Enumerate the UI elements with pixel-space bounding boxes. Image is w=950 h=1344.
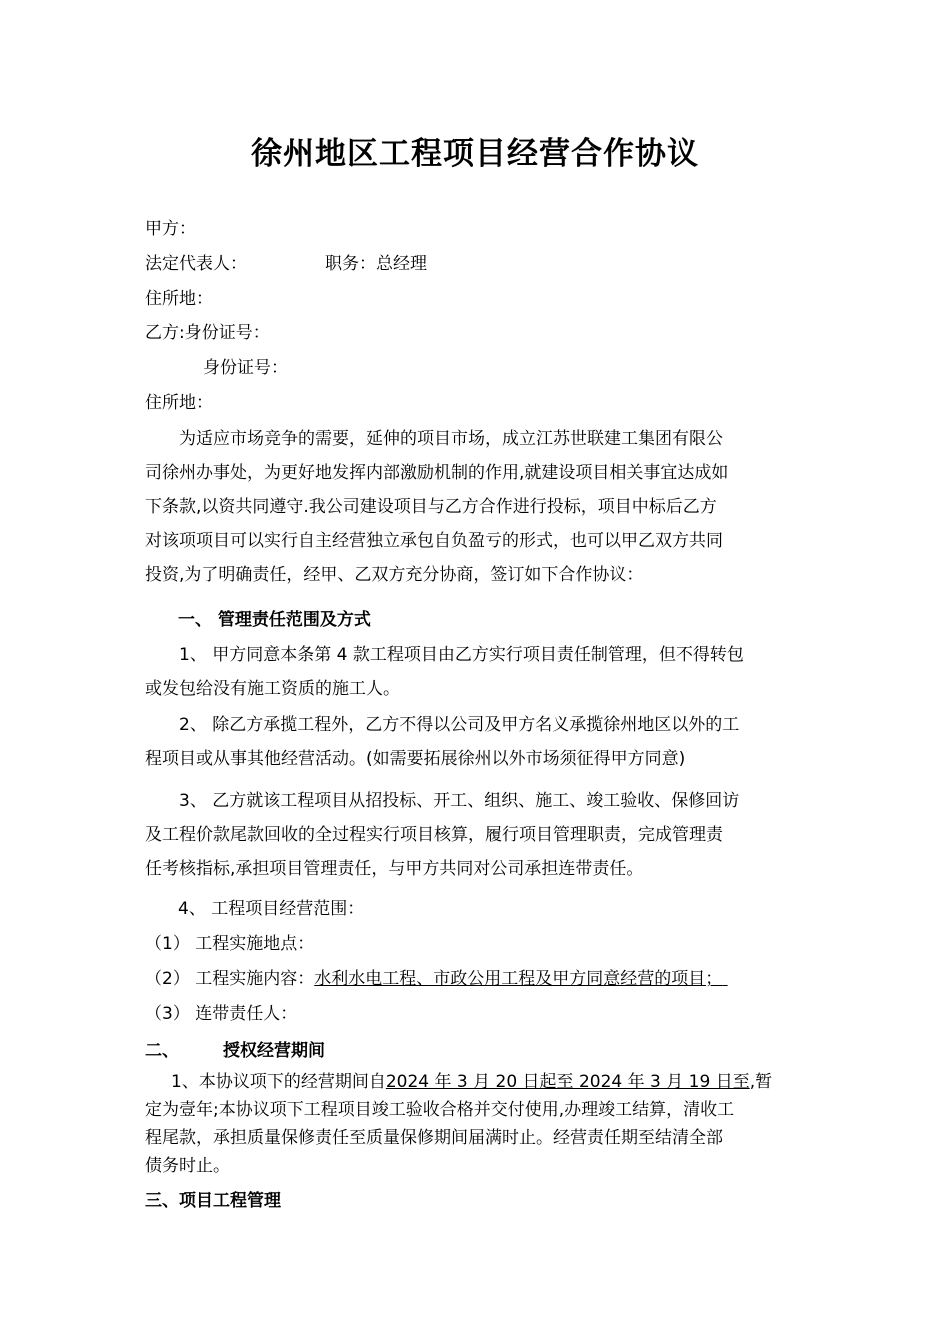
section-1-item-1 — [145, 638, 810, 706]
scope-sub-1: （1） 工程实施地点： — [145, 934, 315, 954]
intro-line: 对该项项目可以实行自主经营独立承包自负盈亏的形式，也可以甲乙双方共同 — [145, 531, 723, 551]
section-1-heading: 一、 管理责任范围及方式 — [178, 610, 371, 630]
period-dates: 2024 年 3 月 20 日起至 2024 年 3 月 19 日至 — [385, 1072, 750, 1092]
clause-line: 3、 乙方就该工程项目从招投标、开工、组织、施工、竣工验收、保修回访 — [179, 791, 740, 811]
section-1-item-3 — [145, 784, 810, 886]
section-2-number: 二、 — [145, 1041, 179, 1061]
clause-line: 程项目或从事其他经营活动。(如需要拓展徐州以外市场须征得甲方同意) — [145, 749, 686, 769]
section-1-item-2 — [145, 708, 810, 776]
clause-line: 债务时止。 — [145, 1156, 230, 1176]
intro-line: 下条款,以资共同遵守.我公司建设项目与乙方合作进行投标，项目中标后乙方 — [145, 497, 717, 517]
party-a-label: 甲方： — [145, 219, 196, 239]
clause-line: 及工程价款尾款回收的全过程实行项目核算，履行项目管理职责，完成管理责 — [145, 825, 723, 845]
clause-line: 1、 甲方同意本条第 4 款工程项目由乙方实行项目责任制管理，但不得转包 — [179, 645, 744, 665]
clause-line: 定为壹年;本协议项下工程项目竣工验收合格并交付使用,办理竣工结算，清收工 — [145, 1100, 735, 1120]
period-prefix: 1、本协议项下的经营期间自 — [171, 1072, 386, 1092]
section-2-heading — [145, 1039, 325, 1063]
section-1-item-4: 4、 工程项目经营范围： — [178, 899, 365, 919]
section-3-heading: 三、项目工程管理 — [145, 1191, 281, 1211]
clause-line — [145, 1068, 810, 1096]
clause-line: 任考核指标,承担项目管理责任，与甲方共同对公司承担连带责任。 — [145, 859, 644, 879]
clause-line: 或发包给没有施工资质的施工人。 — [145, 679, 400, 699]
document-title: 徐州地区工程项目经营合作协议 — [251, 136, 699, 172]
scope-sub-2-value: 水利水电工程、市政公用工程及甲方同意经营的项目； — [314, 969, 723, 989]
intro-line: 为适应市场竞争的需要，延伸的项目市场，成立江苏世联建工集团有限公 — [179, 429, 723, 449]
intro-line: 投资,为了明确责任，经甲、乙双方充分协商，签订如下合作协议： — [145, 565, 644, 585]
clause-line: 2、 除乙方承揽工程外，乙方不得以公司及甲方名义承揽徐州地区以外的工 — [179, 715, 740, 735]
scope-sub-2 — [145, 967, 728, 991]
section-2-title: 授权经营期间 — [223, 1041, 325, 1061]
party-a-address-label: 住所地： — [145, 289, 213, 309]
party-b-address-label: 住所地： — [145, 393, 213, 413]
legal-rep-label: 法定代表人： — [145, 254, 247, 274]
party-a-rep-row — [145, 252, 427, 276]
intro-line: 司徐州办事处，为更好地发挥内部激励机制的作用,就建设项目相关事宜达成如 — [145, 463, 729, 483]
scope-sub-3: （3） 连带责任人： — [145, 1004, 298, 1024]
clause-line: 程尾款，承担质量保修责任至质量保修期间届满时止。经营责任期至结清全部 — [145, 1128, 723, 1148]
party-b-id-label: 身份证号： — [203, 358, 288, 378]
scope-sub-2-label: （2） 工程实施内容： — [145, 969, 315, 989]
party-b-label: 乙方:身份证号： — [145, 323, 270, 343]
section-2-item-1 — [145, 1068, 810, 1180]
intro-paragraph — [145, 422, 810, 592]
position-label: 职务：总经理 — [325, 254, 427, 274]
period-suffix: ,暂 — [749, 1072, 773, 1092]
